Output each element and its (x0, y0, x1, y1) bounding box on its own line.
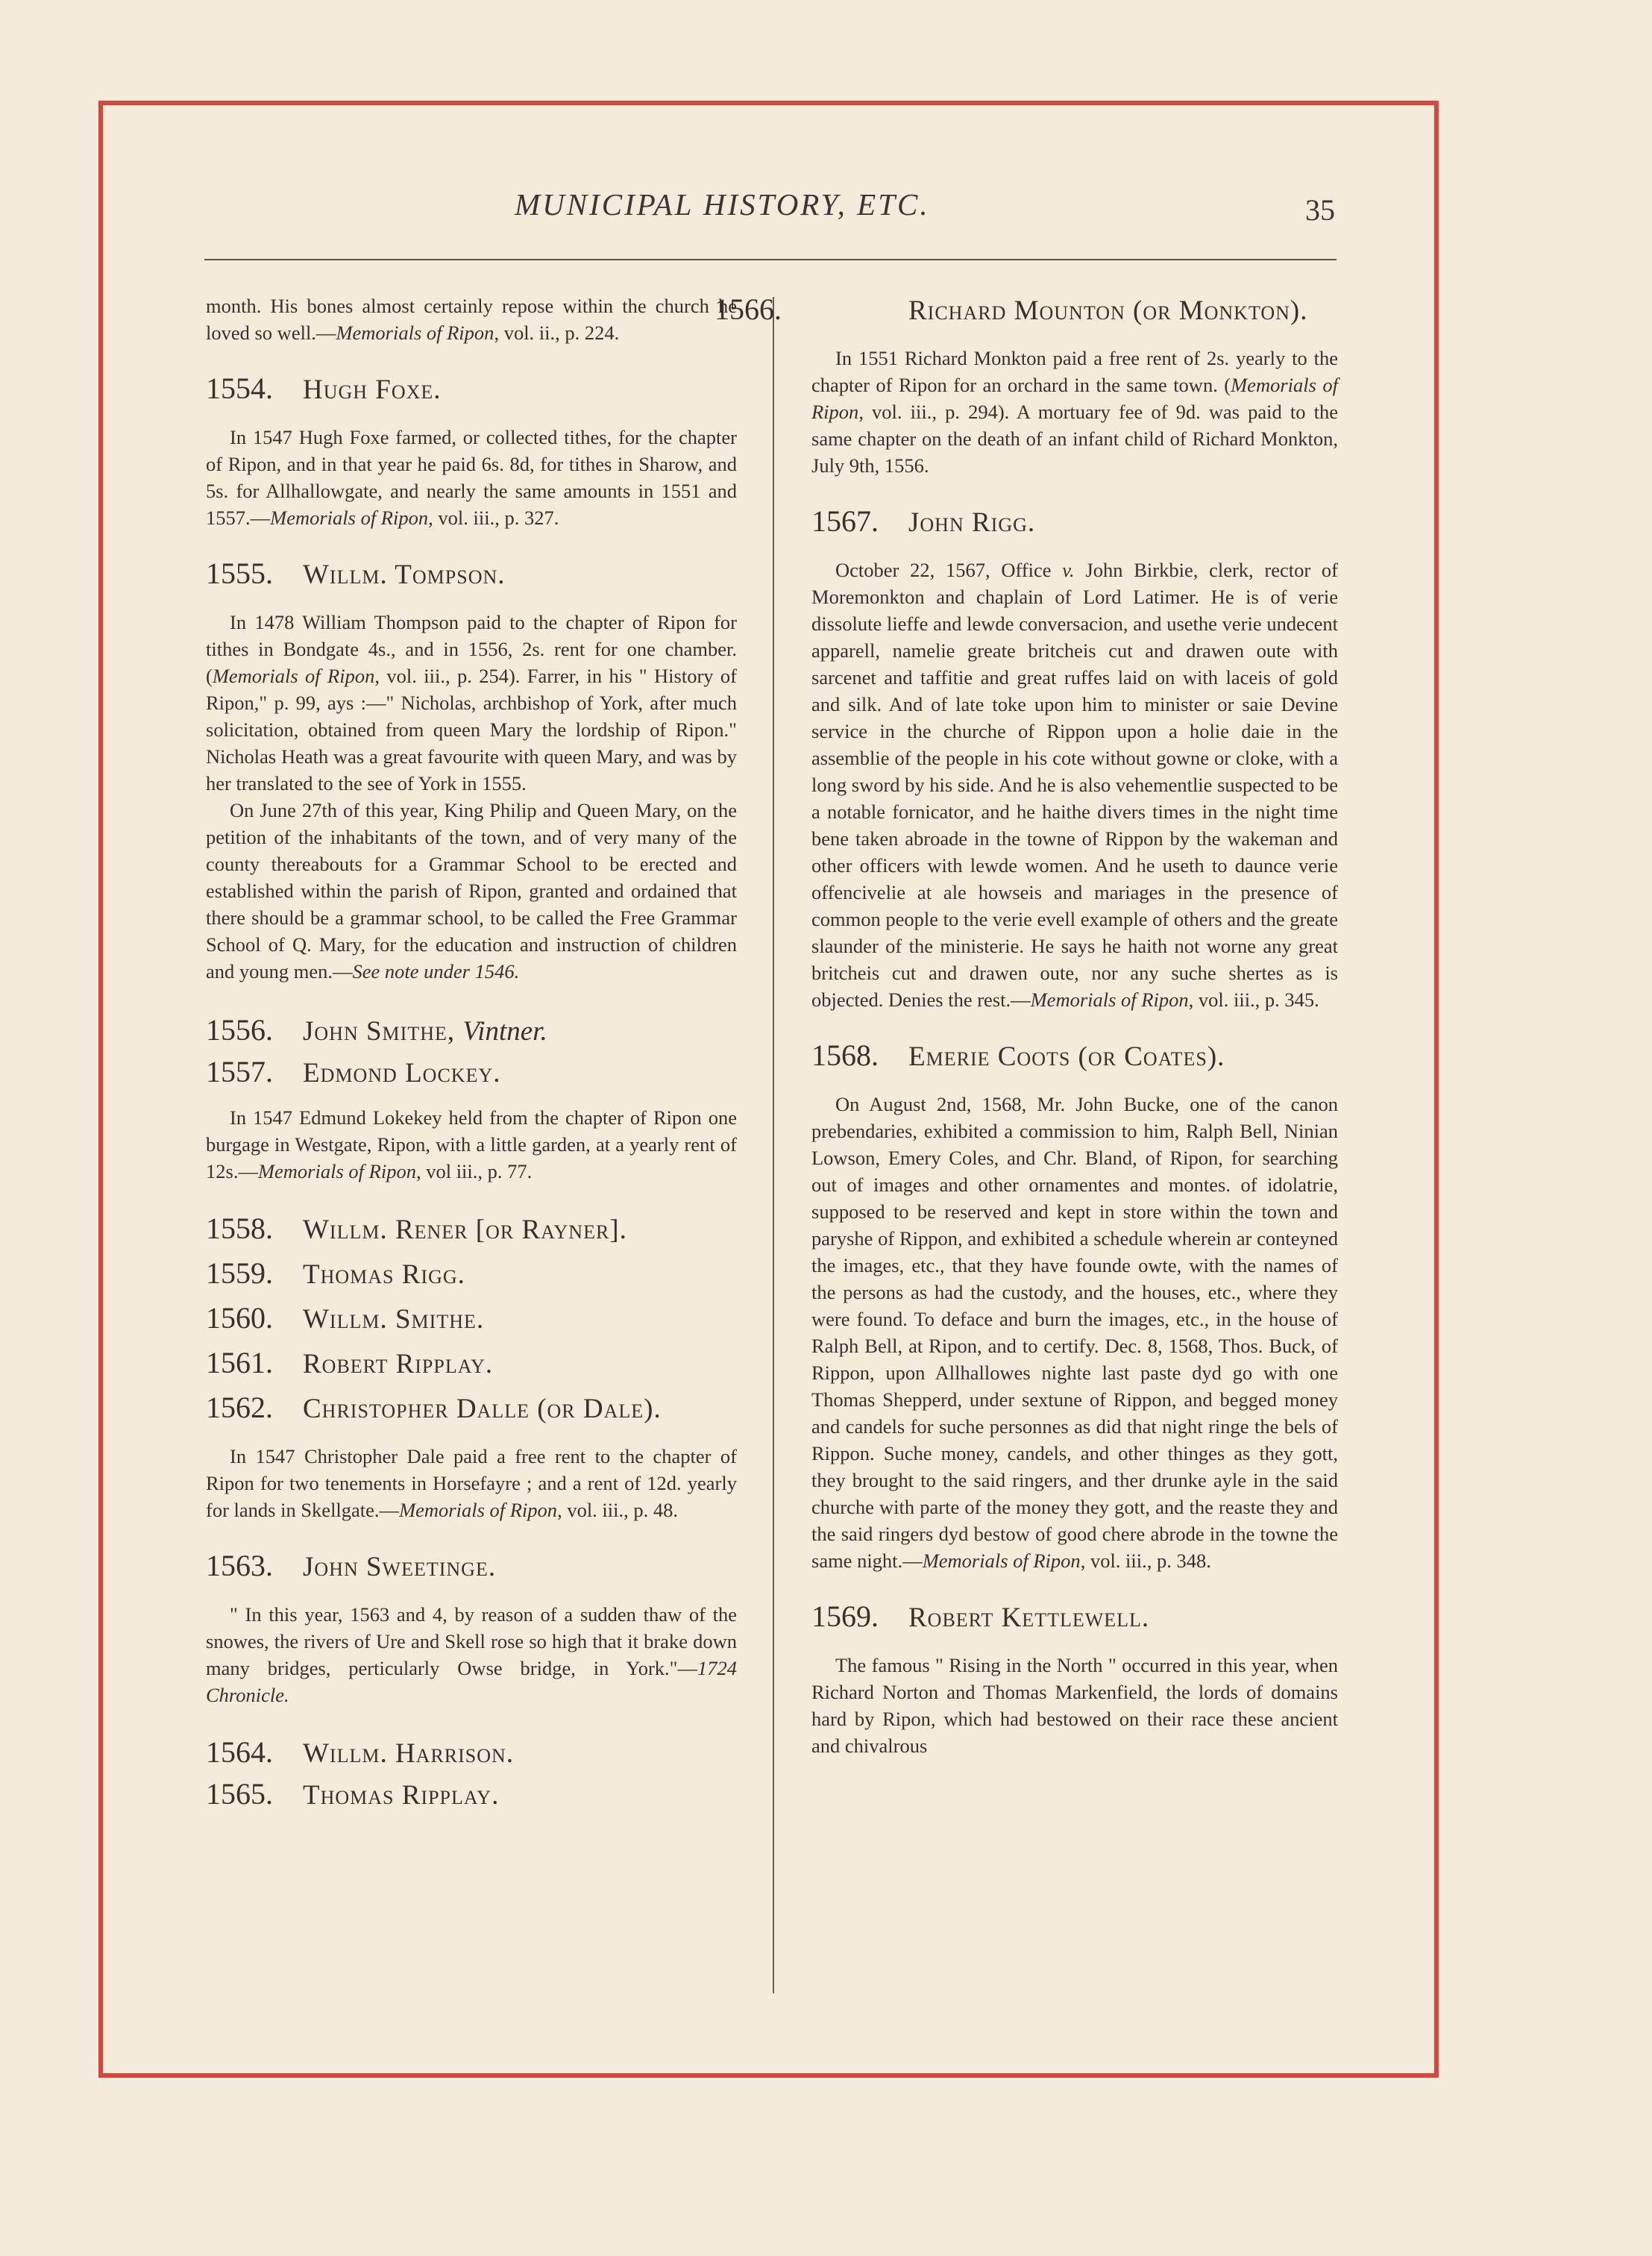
paragraph-1562: In 1547 Christopher Dale paid a free rent to the chapter of Ripon for two tenements in Horsefayre ; and a rent of 12d. yearly for lands in Skellgate.—Memorials of Ripon, vol. iii., p. 48. (206, 1445, 737, 1521)
paragraph-1554: In 1547 Hugh Foxe farmed, or collected tithes, for the chapter of Ripon, and in that year he paid 6s. 8d, for tithes in Sharow, and 5s. for Allhallowgate, and nearly the same amounts in 1551 and 1557.—Memorials of Ripon, vol. iii., p. 327. (206, 426, 737, 529)
paragraph-1566: In 1551 Richard Monkton paid a free rent of 2s. yearly to the chapter of Ripon for an orchard in the same town. (Memorials of Ripon, vol. iii., p. 294). A mortuary fee of 9d. was paid to the same chapter on the death of an infant child of Richard Monkton, July 9th, 1556. (811, 347, 1339, 477)
entry-heading-1559: 1559. Thomas Rigg. (206, 1256, 465, 1290)
page-number: 35 (1305, 193, 1335, 227)
entry-heading-1569: 1569. Robert Kettlewell. (811, 1599, 1150, 1633)
entry-heading-1564: 1564. Willm. Harrison. (206, 1735, 515, 1769)
paragraph-1568: On August 2nd, 1568, Mr. John Bucke, one of the canon prebendaries, exhibited a commission to him, Ralph Bell, Ninian Lowson, Emery Coles, and Chr. Bland, of Ripon, for searching out of images and other ornamentes and montes. of idolatrie, supposed to be reserved and kept in store within the town and paryshe of Rippon, and exhibited a schedule wherein ar conteyned the images, etc., that they have founde owte, with the names of the persons as had the custody, and the houses, etc., where they were found. To deface and burn the images, etc., in the house of Ralph Bell, at Ripon, and to certify. Dec. 8, 1568, Thos. Buck, of Rippon, upon Allhallowes nighte last paste dyd go with one Thomas Shepperd, under sextune of Rippon, and begged money and candels for suche personnes as did that night ringe the bels of Rippon. Suche money, candels, and other thinges as they gott, they brought to the said ringers, and ther drunke ayle in the said churche with parte of the money they gott, and the reaste they and the said ringers dyd bestow of good chere abrode in the towne the same night.—Memorials of Ripon, vol. iii., p. 348. (811, 1093, 1338, 1572)
paragraph-1563: " In this year, 1563 and 4, by reason of a sudden thaw of the snowes, the rivers of Ure and Skell rose so high that it brake down many bridges, perticularly Owse bridge, in York."—1724 Chronicle. (206, 1603, 737, 1706)
entry-heading-1563: 1563. John Sweetinge. (206, 1549, 497, 1582)
entry-heading-1566: 1566. Richard Mounton (or Monkton). (714, 292, 1308, 326)
entry-heading-1567: 1567. John Rigg. (811, 504, 1036, 538)
paragraph-continuation: month. His bones almost certainly repose within the church he loved so well.—Memorials of Ripon, vol. ii., p. 224. (206, 295, 737, 344)
paragraph-1557: In 1547 Edmund Lokekey held from the chapter of Ripon one burgage in Westgate, Ripon, with a little garden, at a yearly rent of 12s.—Memorials of Ripon, vol iii., p. 77. (206, 1106, 737, 1182)
entry-heading-1558: 1558. Willm. Rener [or Rayner]. (206, 1212, 627, 1245)
entry-heading-1554: 1554. Hugh Foxe. (206, 372, 442, 405)
entry-heading-1555: 1555. Willm. Tompson. (206, 557, 506, 590)
column-divider (773, 297, 774, 1993)
paragraph-1555-b: On June 27th of this year, King Philip and Queen Mary, on the petition of the inhabitants of the town, and of very many of the county thereabouts for a Grammar School to be erected and established within the parish of Ripon, granted and ordained that there should be a grammar school, to be called the Free Grammar School of Q. Mary, for the education and instruction of children and young men.—See note under 1546. (206, 799, 737, 983)
entry-heading-1565: 1565. Thomas Ripplay. (206, 1777, 500, 1811)
entry-heading-1560: 1560. Willm. Smithe. (206, 1301, 485, 1335)
header-rule (204, 259, 1337, 260)
entry-heading-1568: 1568. Emerie Coots (or Coates). (811, 1038, 1225, 1072)
paragraph-1555-a: In 1478 William Thompson paid to the chapter of Ripon for tithes in Bondgate 4s., and in 1556, 2s. rent for one chamber. (Memorials of Ripon, vol. iii., p. 254). Farrer, in his " History of Ripon," p. 99, ays :—" Nicholas, archbishop of York, after much solicitation, obtained from queen Mary the lordship of Ripon." Nicholas Heath was a great favourite with queen Mary, and was by her translated to the see of York in 1555. (206, 611, 737, 795)
right-column (714, 292, 1339, 1759)
entry-heading-1562: 1562. Christopher Dalle (or Dale). (206, 1391, 662, 1424)
entry-heading-1556: 1556. John Smithe, Vintner. (206, 1013, 547, 1047)
running-head: MUNICIPAL HISTORY, ETC. (515, 187, 930, 222)
entry-heading-1557: 1557. Edmond Lockey. (206, 1055, 501, 1088)
left-column (206, 292, 737, 1819)
entry-heading-1561: 1561. Robert Ripplay. (206, 1346, 494, 1379)
paragraph-1569: The famous " Rising in the North " occurred in this year, when Richard Norton and Thomas Markenfield, the lords of domains hard by Ripon, which had bestowed on their race these ancient and chivalrous (811, 1654, 1338, 1757)
paragraph-1567: October 22, 1567, Office v. John Birkbie, clerk, rector of Moremonkton and chaplain of Lord Latimer. He is of verie dissolute lieffe and lewde conversacion, and usethe verie undecent apparell, namelie greate britcheis cut and drawen oute with sarcenet and taffitie and great ruffes laid on with laceis of gold and silk. And of late toke upon him to minister or saie Devine service in the churche of Rippon upon a holie daie in the assemblie of the people in his cote without gowne or cloke, with a long sword by his side. And he is also vehementlie suspected to be a notable fornicator, and he haithe divers times in the night time bene taken abroade in the towne of Rippon by the wakeman and other officers with lewde women. And he useth to daunce verie offencivelie at ale howseis and mariages in the presence of common people to the verie evell example of others and the greate slaunder of the ministerie. He says he haith not worne any great britcheis cut and drawen oute, nor any suche shertes as is objected. Denies the rest.—Memorials of Ripon, vol. iii., p. 345. (811, 559, 1339, 1011)
